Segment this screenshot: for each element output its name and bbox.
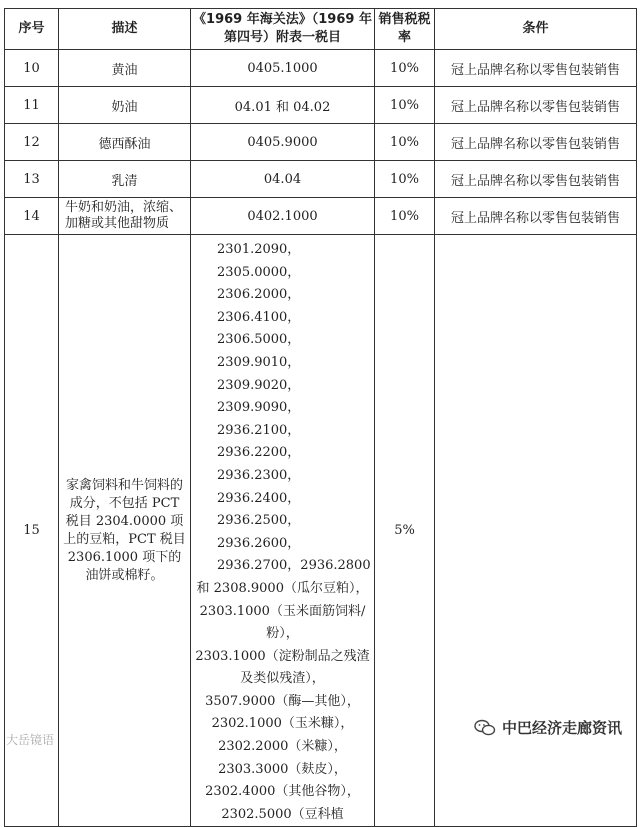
tariff-line: 2302.1000（玉米糠）， xyxy=(211,716,354,732)
tariff-line: 2309.9020， xyxy=(217,377,301,393)
tariff-line: 2936.2600， xyxy=(217,535,301,551)
row-tariff: 0405.1000 xyxy=(191,50,375,87)
row-no: 13 xyxy=(5,161,59,198)
row-desc: 奶油 xyxy=(59,87,191,124)
row-cond: 冠上品牌名称以零售包装销售 xyxy=(435,124,637,161)
tariff-line: 2306.5000， xyxy=(217,332,301,348)
tariff-line: 2306.4100， xyxy=(217,309,301,325)
row-tariff: 0405.9000 xyxy=(191,124,375,161)
row-tariff: 04.01 和 04.02 xyxy=(191,87,375,124)
row-desc: 德西酥油 xyxy=(59,124,191,161)
watermark-left xyxy=(6,731,54,748)
header-rate: 销售税税率 xyxy=(375,9,435,50)
tariff-line: 2936.2200， xyxy=(217,445,301,461)
tariff-lines xyxy=(193,235,372,826)
tariff-line: 2936.2100， xyxy=(217,422,301,438)
tariff-line: 2309.9090， xyxy=(217,400,301,416)
row-desc: 牛奶和奶油，浓缩、加糖或其他甜物质 xyxy=(59,198,191,235)
table-row xyxy=(5,124,637,161)
tariff-line: 2936.2700，2936.2800 xyxy=(217,558,371,574)
row-cond: 冠上品牌名称以零售包装销售 xyxy=(435,161,637,198)
tariff-line: 2936.2300， xyxy=(217,467,301,483)
row-rate: 10% xyxy=(375,87,435,124)
header-cond: 条件 xyxy=(435,9,637,50)
row-rate: 5% xyxy=(375,235,435,827)
row-no: 15 xyxy=(5,235,59,827)
tax-table xyxy=(4,8,637,827)
tariff-line: 2309.9010， xyxy=(217,354,301,370)
table-row xyxy=(5,161,637,198)
tariff-line: 3507.9000（酶—其他）， xyxy=(205,693,360,709)
row-rate: 10% xyxy=(375,124,435,161)
row-cond: 冠上品牌名称以零售包装销售 xyxy=(435,87,637,124)
row-desc: 乳清 xyxy=(59,161,191,198)
tariff-line: 2301.2090， xyxy=(217,242,301,257)
row-no: 11 xyxy=(5,87,59,124)
watermark-left-text: 大岳镜语 xyxy=(6,733,55,747)
wechat-icon xyxy=(474,719,496,737)
row-no: 12 xyxy=(5,124,59,161)
row-desc: 黄油 xyxy=(59,50,191,87)
row-tariff: 0402.1000 xyxy=(191,198,375,235)
row-cond: 冠上品牌名称以零售包装销售 xyxy=(435,50,637,87)
tariff-line: 2303.1000（淀粉制品之残渣及类似残渣）， xyxy=(195,648,370,687)
watermark-right xyxy=(470,715,626,740)
table-header-row xyxy=(5,9,637,50)
row-no: 14 xyxy=(5,198,59,235)
tariff-line: 2306.2000， xyxy=(217,287,301,303)
tariff-line: 2305.0000， xyxy=(217,264,301,280)
watermark-right-text: 中巴经济走廊资讯 xyxy=(501,719,622,737)
tariff-line: 2936.2400， xyxy=(217,490,301,506)
row-tariff xyxy=(191,235,375,827)
header-desc: 描述 xyxy=(59,9,191,50)
table-row xyxy=(5,198,637,235)
tariff-line: 2302.2000（米糠），2303.3000（麸皮），2302.4000（其他谷物），2302.5000（豆科植 xyxy=(205,739,360,822)
row-desc: 家禽饲料和牛饲料的成分，不包括 PCT 税目 2304.0000 项上的豆粕，PCT 税目 2306.1000 项下的油饼或棉籽。 xyxy=(59,235,191,827)
tariff-line: 2936.2500， xyxy=(217,513,301,529)
table-row xyxy=(5,50,637,87)
row-tariff: 04.04 xyxy=(191,161,375,198)
row-rate: 10% xyxy=(375,198,435,235)
header-tariff: 《1969 年海关法》（1969 年第四号）附表一税目 xyxy=(191,9,375,50)
header-no: 序号 xyxy=(5,9,59,50)
row-rate: 10% xyxy=(375,161,435,198)
row-cond: 冠上品牌名称以零售包装销售 xyxy=(435,198,637,235)
table-row xyxy=(5,87,637,124)
tariff-line: 2303.1000（玉米面筋饲料/粉）， xyxy=(199,603,366,642)
row-rate: 10% xyxy=(375,50,435,87)
tariff-line: 和 2308.9000（瓜尔豆粕）， xyxy=(196,580,369,596)
row-no: 10 xyxy=(5,50,59,87)
